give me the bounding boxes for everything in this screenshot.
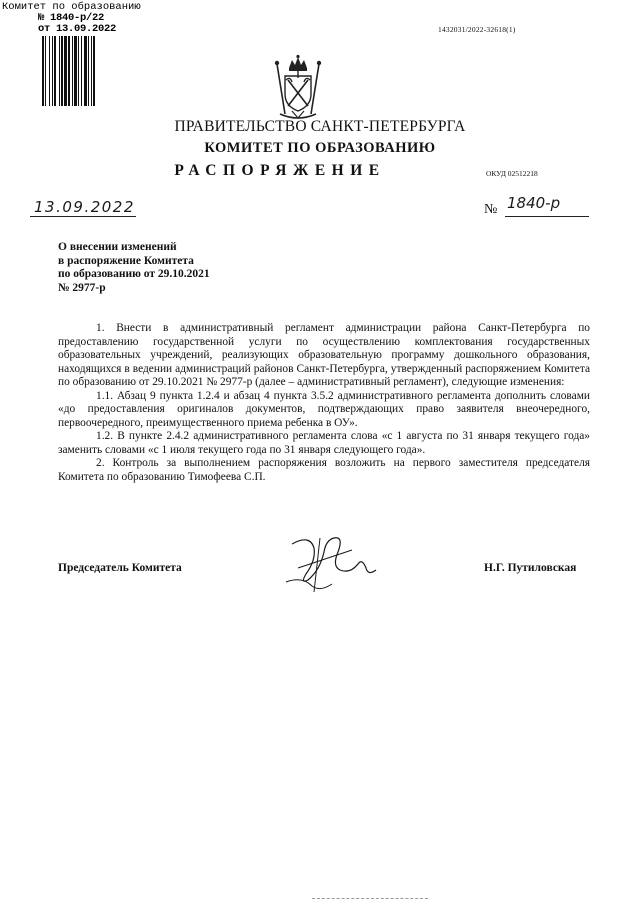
barcode-bar xyxy=(74,36,77,106)
stamp-line-3: от 13.09.2022 xyxy=(38,23,117,35)
barcode-bar xyxy=(49,36,50,106)
document-type: РАСПОРЯЖЕНИЕ xyxy=(174,162,386,179)
date-underline xyxy=(30,216,136,217)
barcode-bar xyxy=(78,36,79,106)
barcode-bar xyxy=(59,36,60,106)
subject-block xyxy=(58,241,210,295)
stamp-line-2: № 1840-р/22 xyxy=(38,12,105,24)
barcode-bar xyxy=(91,36,92,106)
barcode-icon xyxy=(42,36,116,106)
committee-title: КОМИТЕТ ПО ОБРАЗОВАНИЮ xyxy=(204,140,436,156)
subject-line: по образованию от 29.10.2021 xyxy=(58,268,210,281)
barcode-bar xyxy=(88,36,89,106)
barcode-bar xyxy=(45,36,46,106)
barcode-bar xyxy=(81,36,82,106)
subject-line: в распоряжение Комитета xyxy=(58,254,194,267)
registration-stamp xyxy=(2,2,162,35)
body-paragraph: 1.1. Абзац 9 пункта 1.2.4 и абзац 4 пункта 3.5.2 административного регламента дополнить словами «до предоставления оригиналов документов, подтверждающих право заявителя внеочередного, первоочередного, преимущественного приема ребенка в ОУ». xyxy=(58,389,590,429)
subject-line: № 2977-р xyxy=(58,281,106,294)
document-date: 13.09.2022 xyxy=(34,198,135,216)
body-paragraph: 1. Внести в административный регламент администрации района Санкт-Петербурга по предоставлению государственной услуги по осуществлению комплектования государственных образовательных учреждений, реализующих образовательную программу дошкольного образования, находящихся в ведении администраций районов Санкт-Петербурга, утвержденный распоряжением Комитета по образованию от 29.10.2021 № 2977-р (далее – административный регламент), следующие изменения: xyxy=(58,322,590,388)
signatory-title: Председатель Комитета xyxy=(58,562,182,574)
barcode-bar xyxy=(68,36,70,106)
document-body xyxy=(58,322,590,484)
registration-number: 1432031/2022-32618(1) xyxy=(438,25,516,34)
barcode-bar xyxy=(52,36,53,106)
subject-line: О внесении изменений xyxy=(58,241,177,253)
barcode-bar xyxy=(64,36,67,106)
barcode-bar xyxy=(54,36,56,106)
barcode-bar xyxy=(42,36,44,106)
page-footer-mark xyxy=(312,898,428,899)
barcode-bar xyxy=(72,36,73,106)
barcode-bar xyxy=(61,36,63,106)
body-paragraph: 1.2. В пункте 2.4.2 административного регламента слова «с 1 августа по 31 января текущего года» заменить словами «с 1 июля текущего года по 31 января следующего года». xyxy=(58,430,590,456)
okud-code: ОКУД 02512218 xyxy=(486,169,538,178)
handwritten-signature xyxy=(262,530,392,600)
coat-of-arms-icon xyxy=(272,54,324,122)
barcode-bar xyxy=(93,36,95,106)
number-underline xyxy=(505,216,589,217)
barcode-bar xyxy=(84,36,87,106)
stamp-line-1: Комитет по образованию xyxy=(2,1,141,13)
signatory-name: Н.Г. Путиловская xyxy=(484,562,577,574)
body-paragraph: 2. Контроль за выполнением распоряжения возложить на первого заместителя председателя Комитета по образованию Тимофеева С.П. xyxy=(58,457,590,483)
government-title: ПРАВИТЕЛЬСТВО САНКТ-ПЕТЕРБУРГА xyxy=(174,118,466,135)
number-label: № xyxy=(484,202,498,217)
document-number: 1840-р xyxy=(507,194,561,212)
